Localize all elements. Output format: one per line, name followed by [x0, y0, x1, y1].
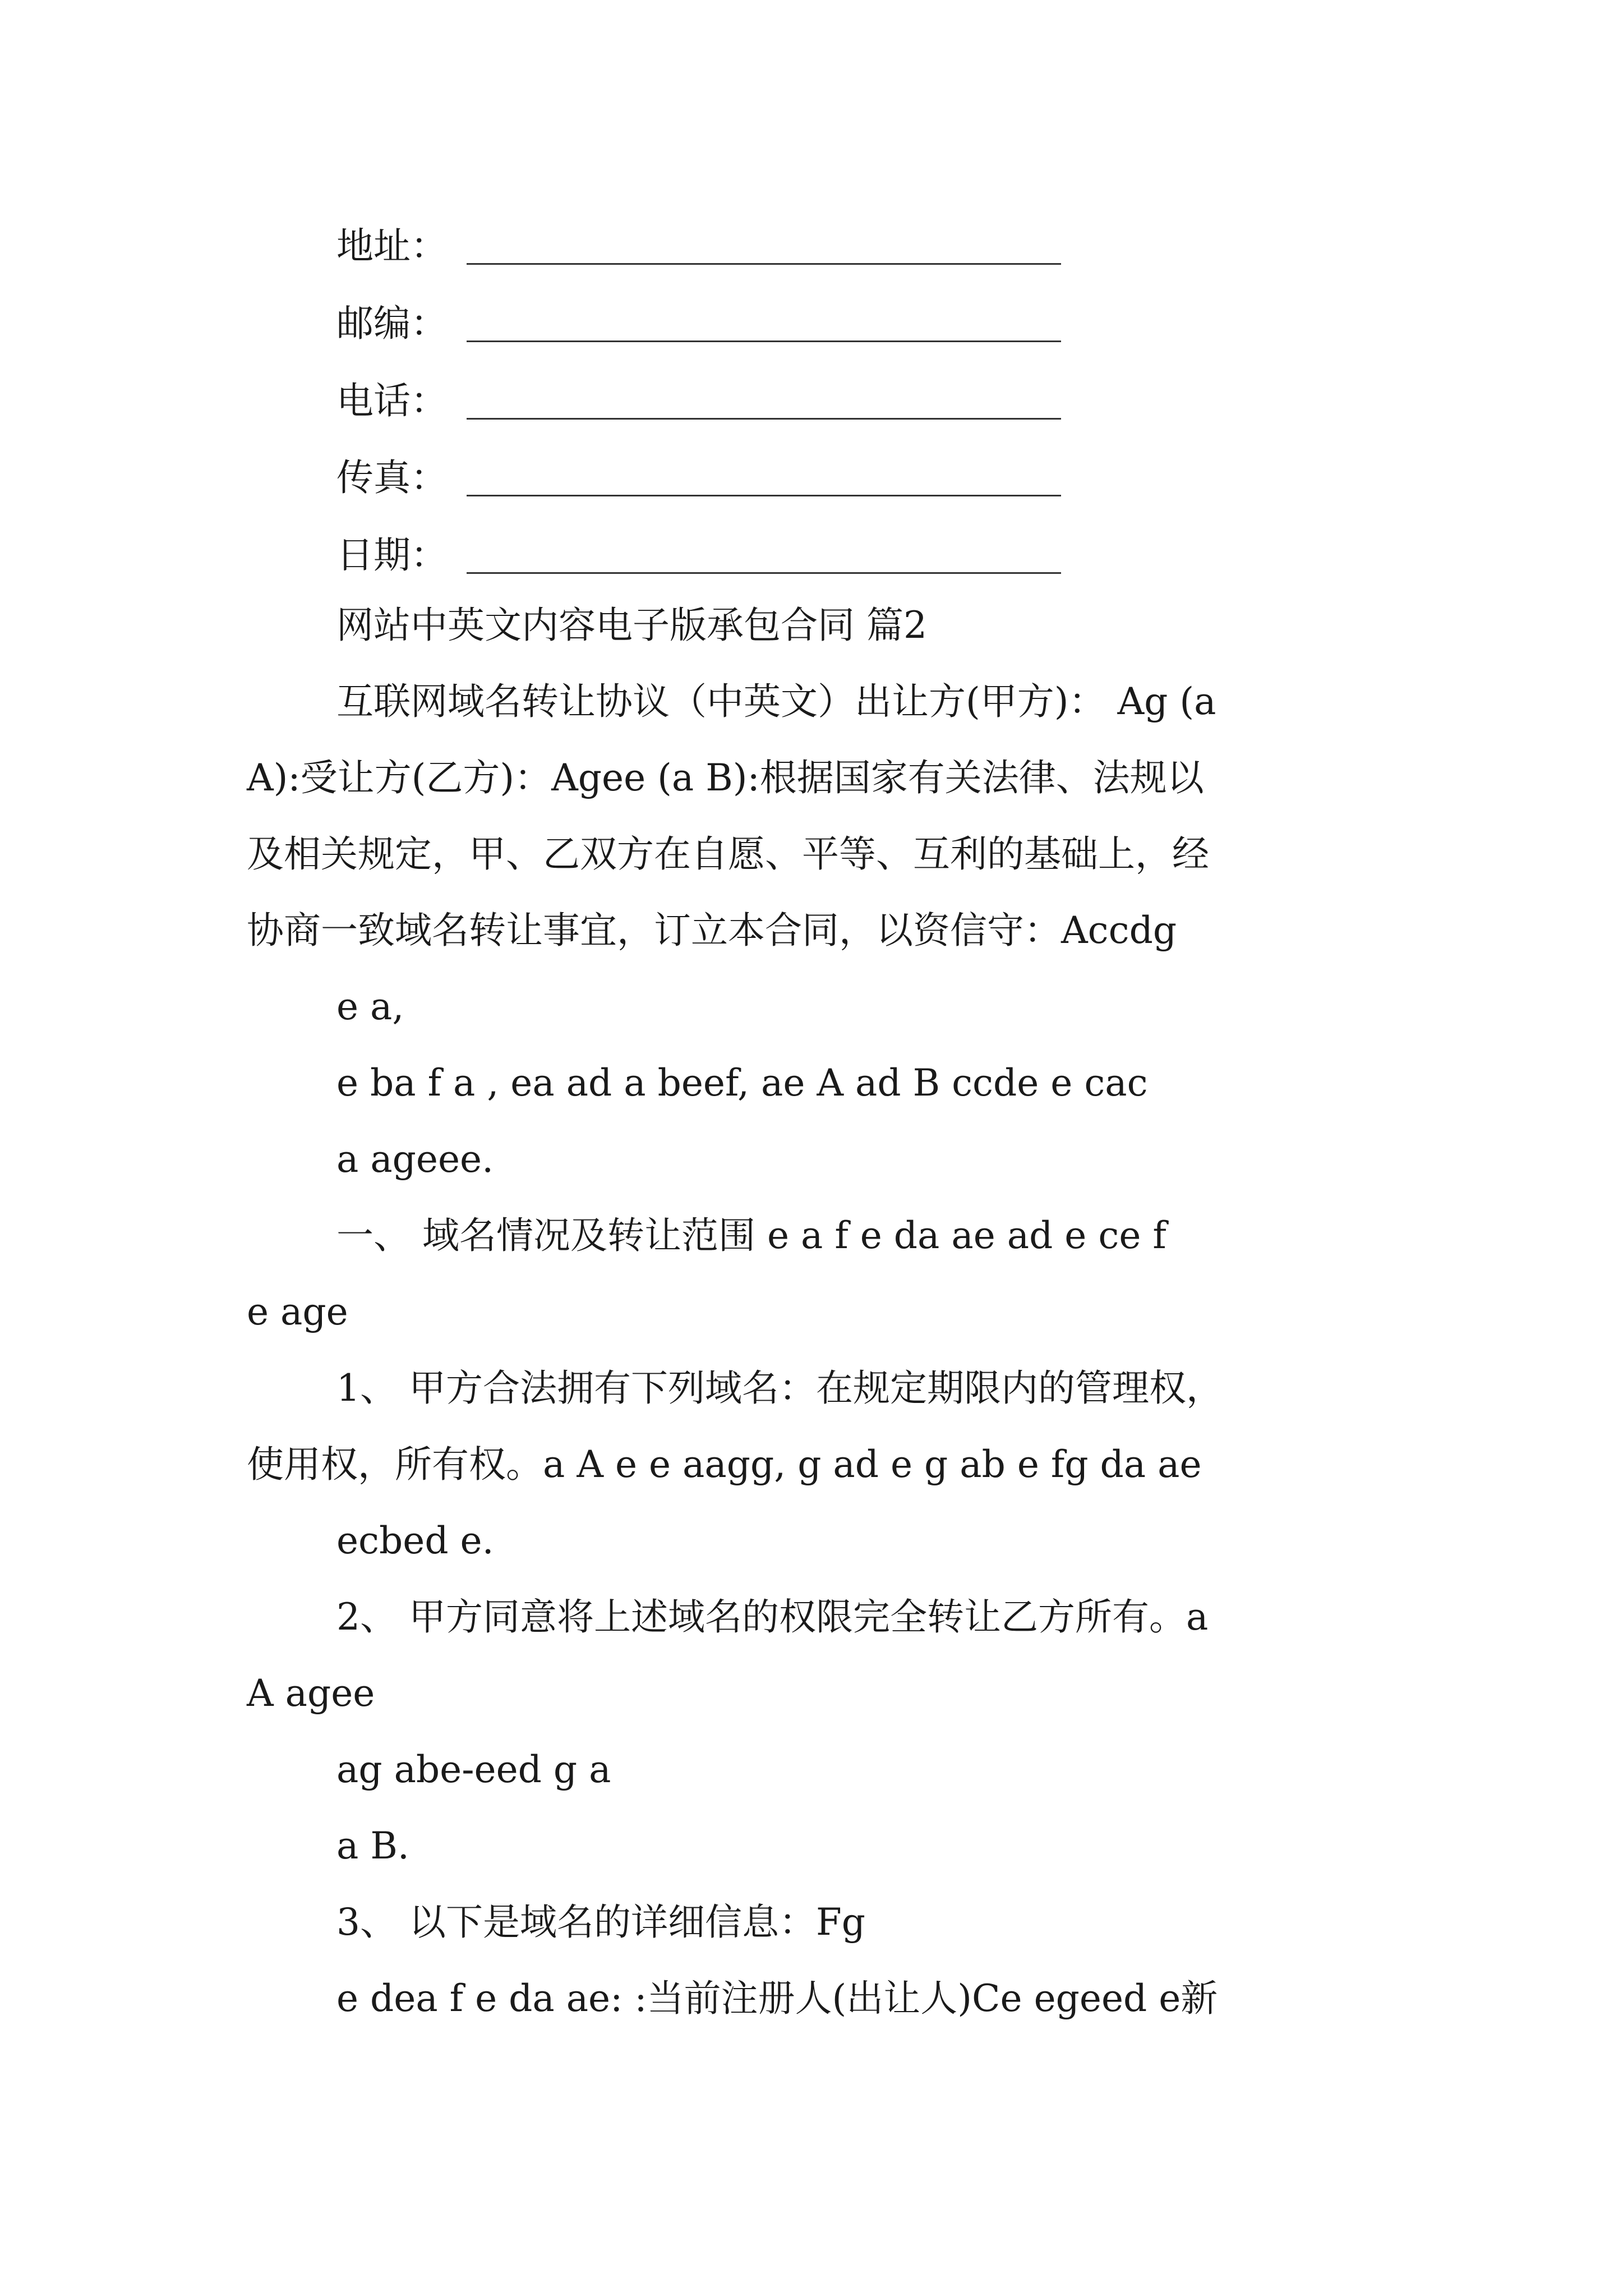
phone-blank-line[interactable]: [467, 418, 1061, 420]
date-field: [336, 517, 1066, 578]
phone-field: [336, 362, 1066, 424]
body-line: 互联网域名转让协议（中英文）出让方(甲方)： Ag (a: [336, 680, 1216, 723]
address-field: [336, 208, 1066, 269]
fax-label: 传真：: [336, 456, 448, 499]
body-line: ecbed e.: [336, 1519, 494, 1562]
postcode-field: [336, 285, 1066, 347]
body-line: a ageee.: [336, 1138, 494, 1181]
body-line: A):受让方(乙方)：Agee (a B):根据国家有关法律、法规以: [247, 756, 1204, 799]
postcode-blank-line[interactable]: [467, 341, 1061, 342]
clause-heading: 一、 域名情况及转让范围 e a f e da ae ad e ce f: [336, 1214, 1166, 1257]
section-heading: 网站中英文内容电子版承包合同 篇2: [336, 604, 927, 647]
date-blank-line[interactable]: [467, 572, 1061, 574]
clause-item-1: 1、 甲方合法拥有下列域名：在规定期限内的管理权，: [336, 1366, 1223, 1410]
clause-item-3: 3、 以下是域名的详细信息：Fg: [336, 1901, 866, 1944]
fax-field: [336, 439, 1066, 501]
fax-blank-line[interactable]: [467, 495, 1061, 496]
postcode-label: 邮编：: [336, 302, 448, 345]
body-line: e age: [247, 1290, 348, 1333]
body-line: 使用权，所有权。a A e e aagg, g ad e g ab e fg da ae: [247, 1443, 1202, 1486]
body-line: A agee: [247, 1672, 375, 1715]
body-line: a B.: [336, 1824, 409, 1867]
phone-label: 电话：: [336, 379, 448, 422]
clause-item-2: 2、 甲方同意将上述域名的权限完全转让乙方所有。a: [336, 1595, 1209, 1639]
body-line: ag abe-eed g a: [336, 1748, 611, 1791]
address-label: 地址：: [336, 224, 448, 268]
address-blank-line[interactable]: [467, 263, 1061, 265]
body-line: e dea f e da ae: :当前注册人(出让人)Ce egeed e新: [336, 1977, 1218, 2020]
body-line: 协商一致域名转让事宜，订立本合同，以资信守：Accdg: [247, 909, 1177, 952]
date-label: 日期：: [336, 533, 448, 577]
body-line: e a,: [336, 985, 404, 1028]
body-line: e ba f a , ea ad a beef, ae A ad B ccde e cac: [336, 1061, 1148, 1105]
body-line: 及相关规定，甲、乙双方在自愿、平等、互利的基础上，经: [247, 832, 1209, 876]
